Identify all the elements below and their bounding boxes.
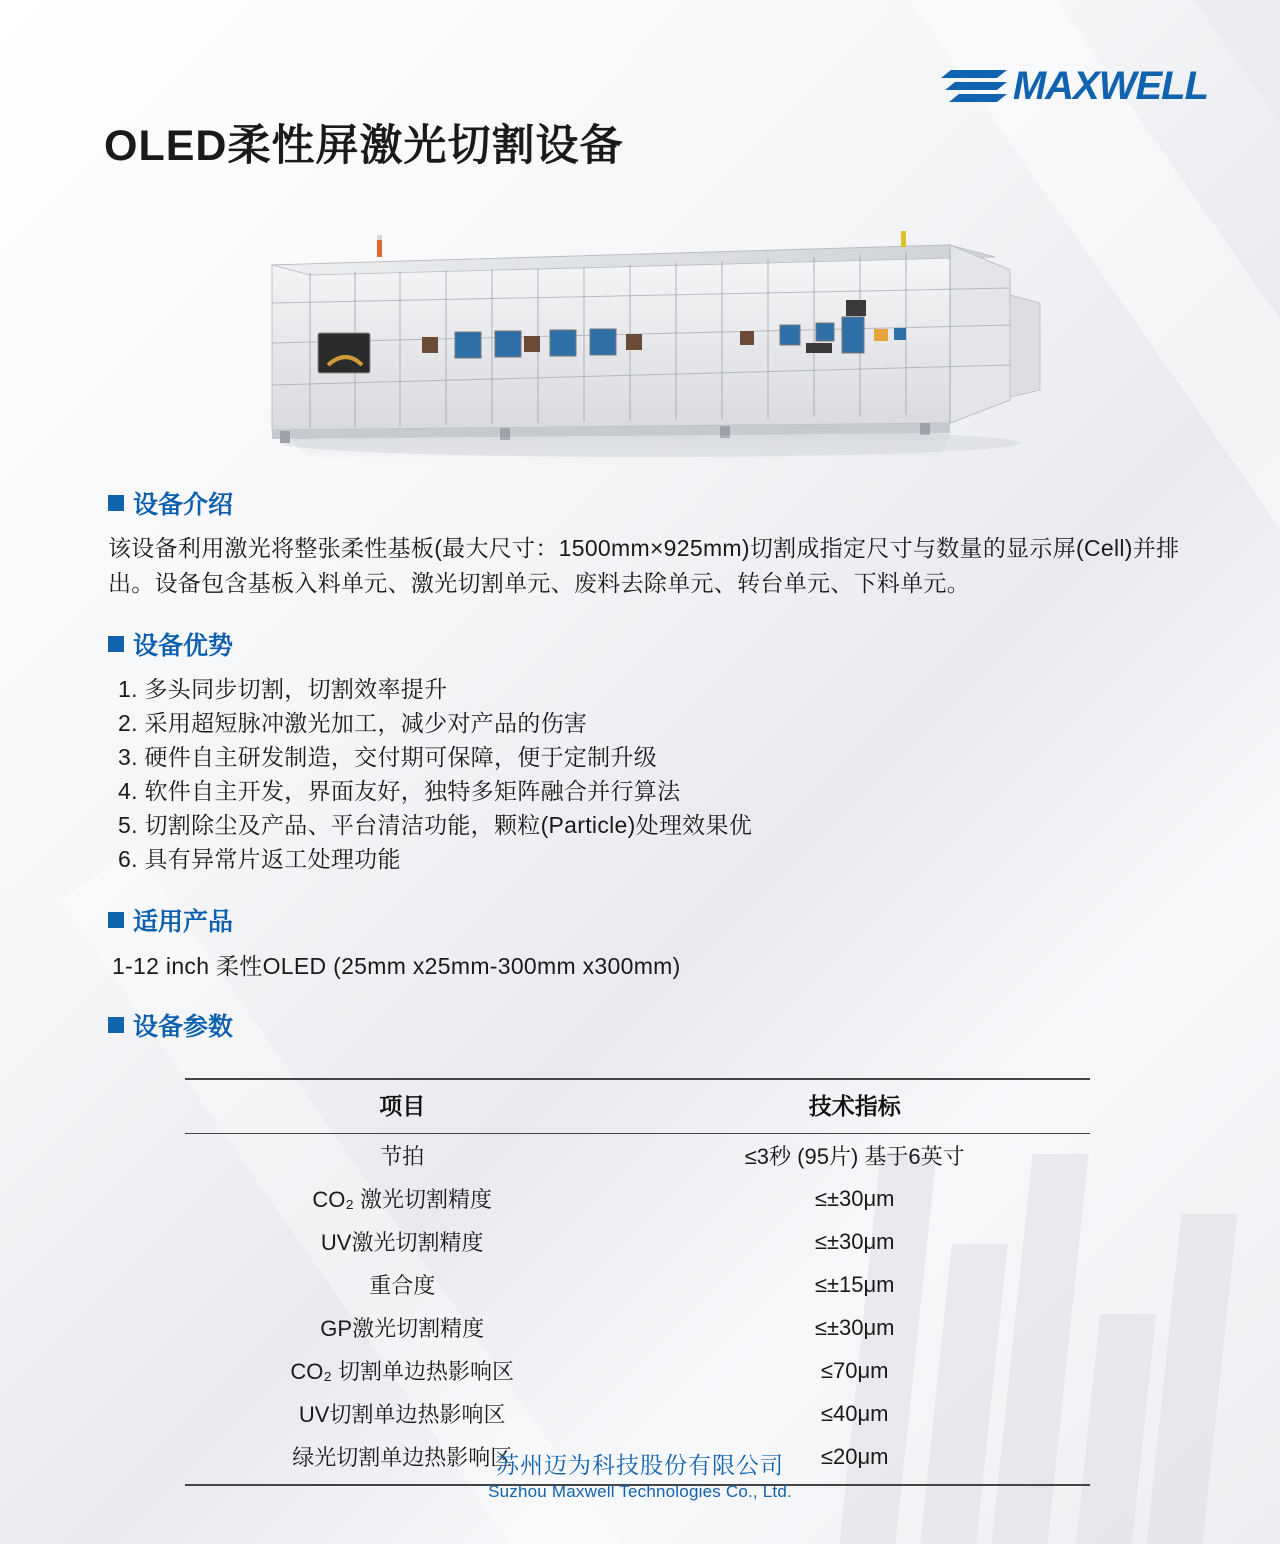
spec-item: CO₂ 激光切割精度 bbox=[312, 1187, 493, 1212]
spec-table-wrapper bbox=[185, 1078, 1090, 1486]
table-row bbox=[185, 1263, 1090, 1306]
list-item: 2. 采用超短脉冲激光加工，减少对产品的伤害 bbox=[118, 710, 588, 737]
company-name-en: Suzhou Maxwell Technologies Co., Ltd. bbox=[488, 1482, 792, 1501]
poster-content bbox=[108, 485, 1183, 1053]
table-header-value: 技术指标 bbox=[619, 1079, 1090, 1134]
spec-value: ≤3秒 (95片) 基于6英寸 bbox=[744, 1144, 965, 1169]
spec-item: UV切割单边热影响区 bbox=[298, 1402, 506, 1427]
logo-text: MAXWELL bbox=[1012, 63, 1208, 108]
spec-value: ≤20μm bbox=[619, 1435, 1090, 1485]
spec-item: UV激光切割精度 bbox=[320, 1230, 484, 1255]
list-item: 4. 软件自主开发，界面友好，独特多矩阵融合并行算法 bbox=[118, 778, 681, 805]
list-item: 3. 硬件自主研发制造，交付期可保障，便于定制升级 bbox=[118, 744, 658, 771]
table-row bbox=[185, 1220, 1090, 1263]
spec-value: ≤±30μm bbox=[814, 1314, 895, 1340]
table-row bbox=[185, 1392, 1090, 1435]
spec-item: GP激光切割精度 bbox=[320, 1316, 485, 1341]
section-heading-params-label: 设备参数 bbox=[133, 1013, 234, 1042]
table-header-item: 项目 bbox=[185, 1079, 619, 1134]
equipment-photo bbox=[250, 225, 1050, 470]
list-item: 5. 切割除尘及产品、平台清洁功能，颗粒(Particle)处理效果优 bbox=[118, 812, 753, 839]
section-heading-products-label: 适用产品 bbox=[133, 908, 234, 937]
advantages-list bbox=[108, 672, 1183, 876]
list-item: 6. 具有异常片返工处理功能 bbox=[118, 846, 401, 873]
spec-value: ≤70μm bbox=[820, 1357, 889, 1383]
spec-table bbox=[185, 1078, 1090, 1486]
background-stripe bbox=[1180, 0, 1280, 1220]
table-row bbox=[185, 1177, 1090, 1220]
spec-item: 重合度 bbox=[369, 1273, 436, 1298]
bullet-square-icon bbox=[108, 636, 124, 652]
list-item: 1. 多头同步切割，切割效率提升 bbox=[118, 676, 448, 702]
table-header-row bbox=[185, 1079, 1090, 1134]
intro-paragraph: 该设备利用激光将整张柔性基板(最大尺寸：1500mm×925mm)切割成指定尺寸与数量的显示屏(Cell)并排出。设备包含基板入料单元、激光切割单元、废料去除单元、转台单元、下料单元。 bbox=[108, 535, 1180, 596]
table-row bbox=[185, 1349, 1090, 1392]
spec-value: ≤±30μm bbox=[814, 1185, 895, 1211]
bullet-square-icon bbox=[108, 495, 124, 511]
section-heading-intro-label: 设备介绍 bbox=[133, 491, 234, 519]
spec-value: ≤±15μm bbox=[814, 1271, 895, 1297]
company-name-cn: 苏州迈为科技股份有限公司 bbox=[496, 1452, 784, 1478]
section-heading-products bbox=[108, 902, 1183, 938]
maxwell-logo bbox=[941, 64, 1208, 108]
section-heading-advantages bbox=[108, 626, 1183, 662]
section-heading-params bbox=[108, 1007, 1183, 1043]
bullet-square-icon bbox=[108, 912, 124, 928]
table-row bbox=[185, 1306, 1090, 1349]
page-title: OLED柔性屏激光切割设备 bbox=[104, 122, 624, 170]
maxwell-mark-icon bbox=[941, 66, 1007, 106]
footer bbox=[0, 1447, 1280, 1502]
spec-item: 节拍 bbox=[380, 1144, 425, 1169]
bullet-square-icon bbox=[108, 1017, 124, 1033]
spec-item: 绿光切割单边热影响区 bbox=[185, 1435, 619, 1485]
table-row bbox=[185, 1134, 1090, 1178]
spec-value: ≤40μm bbox=[820, 1400, 889, 1426]
spec-value: ≤±30μm bbox=[814, 1228, 895, 1254]
spec-item: CO₂ 切割单边热影响区 bbox=[290, 1359, 515, 1384]
applicable-products-text: 1-12 inch 柔性OLED (25mm x25mm-300mm x300mm) bbox=[112, 953, 681, 980]
section-heading-advantages-label: 设备优势 bbox=[133, 632, 234, 660]
section-heading-intro bbox=[108, 485, 1183, 521]
